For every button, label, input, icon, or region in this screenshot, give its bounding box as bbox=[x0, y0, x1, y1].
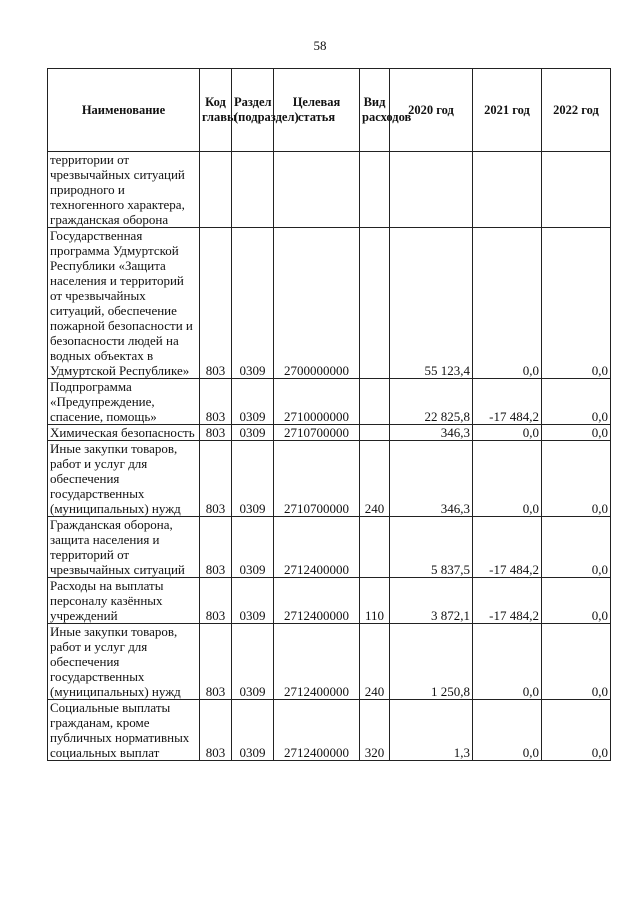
cell-target: 2712400000 bbox=[274, 517, 360, 578]
cell-name: Государственная программа Удмуртской Республики «Защита населения и территорий от чрезвычайных ситуаций, обеспечение пожарной безопасности и безопасности людей на водных объектах в Удмуртской Республике» bbox=[48, 228, 200, 379]
cell-code: 803 bbox=[200, 425, 232, 441]
cell-y2022: 0,0 bbox=[542, 441, 611, 517]
cell-y2021 bbox=[473, 152, 542, 228]
cell-expense: 240 bbox=[360, 624, 390, 700]
cell-y2022: 0,0 bbox=[542, 624, 611, 700]
table-row bbox=[48, 152, 611, 228]
table-row bbox=[48, 578, 611, 624]
cell-name: территории от чрезвычайных ситуаций природного и техногенного характера, гражданская оборона bbox=[48, 152, 200, 228]
cell-y2021: -17 484,2 bbox=[473, 379, 542, 425]
cell-y2021: 0,0 bbox=[473, 700, 542, 761]
cell-y2020: 5 837,5 bbox=[390, 517, 473, 578]
header-2020: 2020 год bbox=[390, 69, 473, 152]
cell-y2020: 22 825,8 bbox=[390, 379, 473, 425]
cell-y2022: 0,0 bbox=[542, 228, 611, 379]
cell-target: 2712400000 bbox=[274, 624, 360, 700]
budget-table bbox=[47, 68, 611, 761]
cell-code bbox=[200, 152, 232, 228]
cell-y2022: 0,0 bbox=[542, 425, 611, 441]
cell-expense: 110 bbox=[360, 578, 390, 624]
table-row bbox=[48, 425, 611, 441]
cell-target: 2710700000 bbox=[274, 441, 360, 517]
page-number: 58 bbox=[313, 38, 327, 53]
cell-name: Гражданская оборона, защита населения и территорий от чрезвычайных ситуаций bbox=[48, 517, 200, 578]
table-row bbox=[48, 228, 611, 379]
cell-name: Иные закупки товаров, работ и услуг для обеспечения государственных (муниципальных) нужд bbox=[48, 624, 200, 700]
table-row bbox=[48, 700, 611, 761]
cell-y2022: 0,0 bbox=[542, 578, 611, 624]
cell-y2020: 1 250,8 bbox=[390, 624, 473, 700]
cell-target: 2712400000 bbox=[274, 578, 360, 624]
cell-y2021: -17 484,2 bbox=[473, 578, 542, 624]
header-row bbox=[48, 69, 611, 152]
cell-code: 803 bbox=[200, 624, 232, 700]
cell-y2021: 0,0 bbox=[473, 624, 542, 700]
cell-y2022 bbox=[542, 152, 611, 228]
table-row bbox=[48, 517, 611, 578]
cell-section bbox=[232, 152, 274, 228]
cell-y2022: 0,0 bbox=[542, 379, 611, 425]
cell-code: 803 bbox=[200, 228, 232, 379]
cell-section: 0309 bbox=[232, 425, 274, 441]
cell-section: 0309 bbox=[232, 228, 274, 379]
cell-section: 0309 bbox=[232, 700, 274, 761]
header-code: Код главы bbox=[200, 69, 232, 152]
cell-y2020: 346,3 bbox=[390, 425, 473, 441]
cell-name: Иные закупки товаров, работ и услуг для обеспечения государственных (муниципальных) нужд bbox=[48, 441, 200, 517]
cell-y2020: 1,3 bbox=[390, 700, 473, 761]
cell-y2021: 0,0 bbox=[473, 425, 542, 441]
cell-target: 2712400000 bbox=[274, 700, 360, 761]
header-target: Целевая статья bbox=[274, 69, 360, 152]
cell-section: 0309 bbox=[232, 578, 274, 624]
cell-expense: 320 bbox=[360, 700, 390, 761]
cell-y2020: 3 872,1 bbox=[390, 578, 473, 624]
cell-y2022: 0,0 bbox=[542, 517, 611, 578]
cell-expense bbox=[360, 425, 390, 441]
cell-y2021: 0,0 bbox=[473, 441, 542, 517]
cell-code: 803 bbox=[200, 578, 232, 624]
cell-section: 0309 bbox=[232, 517, 274, 578]
table-row bbox=[48, 624, 611, 700]
header-2021: 2021 год bbox=[473, 69, 542, 152]
cell-target: 2710700000 bbox=[274, 425, 360, 441]
cell-code: 803 bbox=[200, 441, 232, 517]
header-2022: 2022 год bbox=[542, 69, 611, 152]
cell-y2021: 0,0 bbox=[473, 228, 542, 379]
table-row bbox=[48, 379, 611, 425]
cell-name: Расходы на выплаты персоналу казённых учреждений bbox=[48, 578, 200, 624]
cell-y2021: -17 484,2 bbox=[473, 517, 542, 578]
header-expense: Вид расходов bbox=[360, 69, 390, 152]
cell-expense bbox=[360, 152, 390, 228]
cell-y2020: 55 123,4 bbox=[390, 228, 473, 379]
cell-expense bbox=[360, 228, 390, 379]
cell-expense: 240 bbox=[360, 441, 390, 517]
cell-section: 0309 bbox=[232, 624, 274, 700]
header-name: Наименование bbox=[48, 69, 200, 152]
cell-code: 803 bbox=[200, 379, 232, 425]
cell-expense bbox=[360, 379, 390, 425]
cell-code: 803 bbox=[200, 700, 232, 761]
header-section: Раздел (подраздел) bbox=[232, 69, 274, 152]
cell-section: 0309 bbox=[232, 379, 274, 425]
cell-target bbox=[274, 152, 360, 228]
cell-name: Химическая безопасность bbox=[48, 425, 200, 441]
cell-code: 803 bbox=[200, 517, 232, 578]
cell-y2022: 0,0 bbox=[542, 700, 611, 761]
cell-target: 2710000000 bbox=[274, 379, 360, 425]
cell-y2020: 346,3 bbox=[390, 441, 473, 517]
cell-target: 2700000000 bbox=[274, 228, 360, 379]
cell-name: Социальные выплаты гражданам, кроме публичных нормативных социальных выплат bbox=[48, 700, 200, 761]
cell-expense bbox=[360, 517, 390, 578]
cell-section: 0309 bbox=[232, 441, 274, 517]
cell-y2020 bbox=[390, 152, 473, 228]
cell-name: Подпрограмма «Предупреждение, спасение, помощь» bbox=[48, 379, 200, 425]
table-row bbox=[48, 441, 611, 517]
